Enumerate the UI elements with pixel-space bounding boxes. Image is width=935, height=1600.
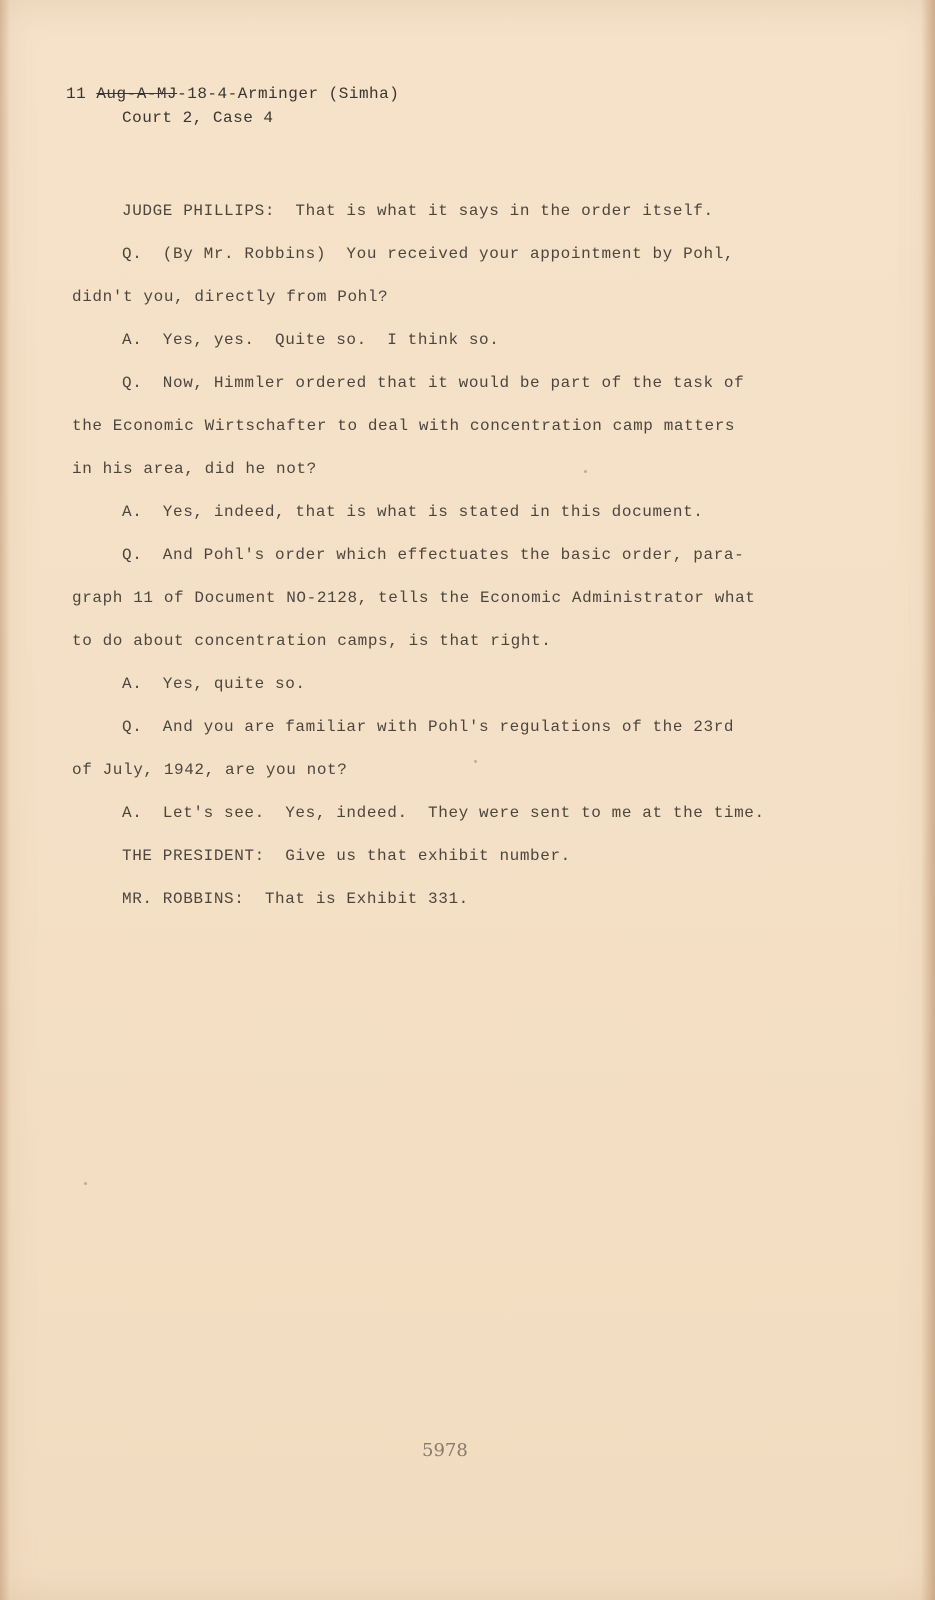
transcript-line: THE PRESIDENT: Give us that exhibit number.: [122, 847, 571, 865]
transcript-line: the Economic Wirtschafter to deal with concentration camp matters: [72, 417, 736, 435]
transcript-line: Q. Now, Himmler ordered that it would be part of the task of: [122, 374, 745, 392]
court-line: Court 2, Case 4: [122, 109, 274, 127]
paper-speck: [584, 470, 587, 473]
transcript-line: MR. ROBBINS: That is Exhibit 331.: [122, 890, 469, 908]
struck-text: Aug-A-MJ: [96, 85, 178, 103]
transcript-line: Q. (By Mr. Robbins) You received your appointment by Pohl,: [122, 245, 735, 263]
transcript-line: didn't you, directly from Pohl?: [72, 288, 389, 306]
case-reference: 11 Aug-A-MJ-18-4-Arminger (Simha): [66, 85, 400, 103]
transcript-line: A. Yes, quite so.: [122, 675, 306, 693]
paper-speck: [84, 1182, 87, 1185]
paper-speck: [474, 760, 477, 763]
page-number: 5978: [422, 1440, 468, 1461]
transcript-line: to do about concentration camps, is that right.: [72, 632, 552, 650]
transcript-line: A. Yes, yes. Quite so. I think so.: [122, 331, 500, 349]
transcript-line: Q. And you are familiar with Pohl's regulations of the 23rd: [122, 718, 735, 736]
paper-edge-left: [0, 0, 10, 1600]
transcript-line: JUDGE PHILLIPS: That is what it says in the order itself.: [122, 202, 714, 220]
transcript-line: A. Yes, indeed, that is what is stated in this document.: [122, 503, 704, 521]
document-header: [66, 82, 399, 130]
transcript-line: of July, 1942, are you not?: [72, 761, 348, 779]
paper-edge-right: [921, 0, 935, 1600]
transcript-line: Q. And Pohl's order which effectuates the basic order, para-: [122, 546, 745, 564]
transcript-line: graph 11 of Document NO-2128, tells the Economic Administrator what: [72, 589, 756, 607]
transcript-line: A. Let's see. Yes, indeed. They were sent to me at the time.: [122, 804, 765, 822]
transcript-line: in his area, did he not?: [72, 460, 317, 478]
